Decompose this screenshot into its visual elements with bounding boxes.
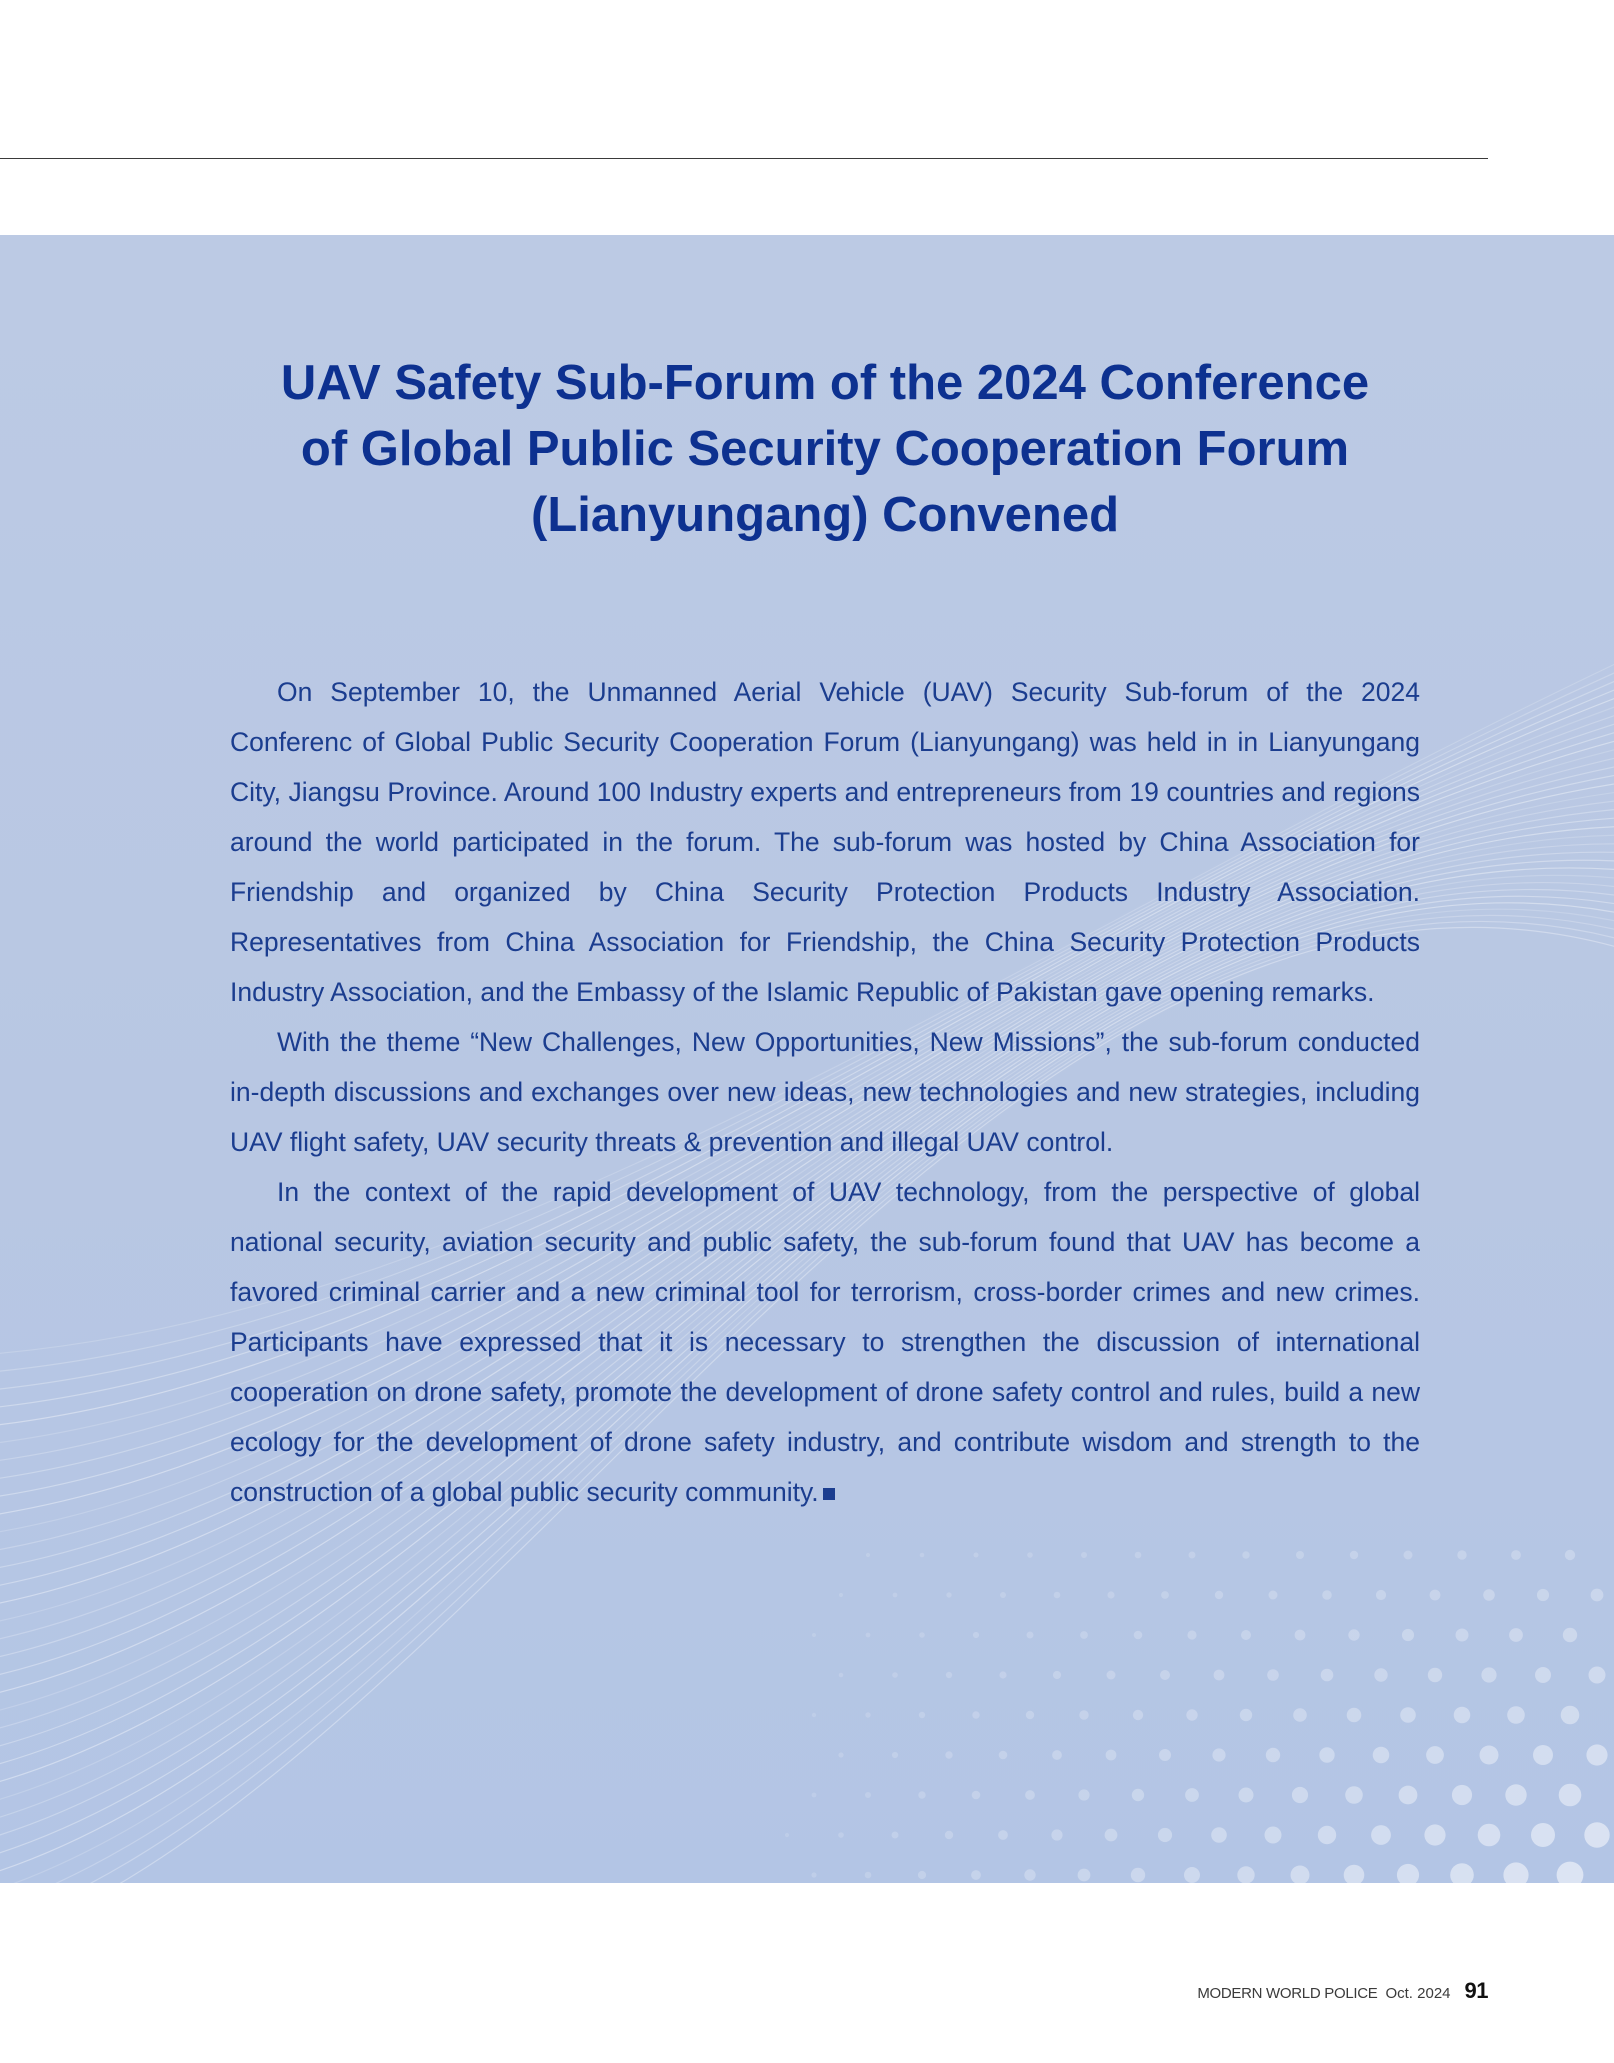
halftone-dot (1586, 1744, 1607, 1765)
halftone-dot (892, 1672, 898, 1678)
paragraph-1 (230, 667, 1420, 1017)
halftone-dot (1239, 1788, 1254, 1803)
paragraph-2-text: With the theme “New Challenges, New Opportunities, New Missions”, the sub-forum conducted in-depth discussions and exchanges over new ideas, new technologies and new strategies, including UAV flight safety, UAV security threats & prevention and illegal UAV control. (230, 1027, 1420, 1157)
halftone-dot (1402, 1629, 1414, 1641)
halftone-dot (1158, 1828, 1172, 1842)
halftone-dot (971, 1870, 981, 1880)
halftone-dot (1563, 1628, 1577, 1642)
halftone-dot (866, 1553, 870, 1557)
halftone-dot (1483, 1589, 1495, 1601)
halftone-dot (865, 1712, 870, 1717)
halftone-dot (973, 1632, 979, 1638)
halftone-dot (1241, 1630, 1251, 1640)
halftone-dot (1589, 1667, 1606, 1684)
halftone-dot (785, 1833, 789, 1837)
halftone-dot (1565, 1550, 1575, 1560)
halftone-dot (1428, 1668, 1442, 1682)
halftone-dot (1295, 1630, 1306, 1641)
title-line-1: UAV Safety Sub-Forum of the 2024 Conference (280, 356, 1370, 410)
halftone-dot (1344, 1865, 1365, 1883)
halftone-dot (946, 1672, 952, 1678)
halftone-dot (1133, 1710, 1143, 1720)
halftone-dot (1373, 1747, 1390, 1764)
article-panel (0, 235, 1614, 1883)
paragraph-1-text: On September 10, the Unmanned Aerial Vehicle (UAV) Security Sub-forum of the 2024 Conferenc of Global Public Security Cooperation Forum (Lianyungang) was held in in Lianyungang City, Jiangsu Province. Around 100 Industry experts and entrepreneurs from 19 countries and regions around the world participated in the forum. The sub-forum was hosted by China Association for Friendship and organized by China Security Protection Products Industry Association. Representatives from China Association for Friendship, the China Security Protection Products Industry Association, and the Embassy of the Islamic Republic of Pakistan gave opening remarks. (230, 677, 1420, 1007)
halftone-dot (1211, 1827, 1227, 1843)
halftone-dot (1214, 1670, 1225, 1681)
paragraph-3-text: In the context of the rapid development of UAV technology, from the perspective of global national security, aviation security and public safety, the sub-forum found that UAV has become a favored criminal carrier and a new criminal tool for terrorism, cross-border crimes and new crimes. Participants have expressed that it is necessary to strengthen the discussion of international cooperation on drone safety, promote the development of drone safety control and rules, build a new ecology for the development of drone safety industry, and contribute wisdom and strength to the construction of a global public security community. (230, 1177, 1420, 1507)
page-footer (1197, 1978, 1488, 2004)
halftone-dot (1027, 1632, 1034, 1639)
halftone-dot (1078, 1789, 1089, 1800)
halftone-dot (1318, 1826, 1336, 1844)
title-line-2: of Global Public Security Cooperation Forum (300, 422, 1350, 476)
halftone-dot (1051, 1829, 1062, 1840)
halftone-dot (1591, 1589, 1604, 1602)
halftone-dot (1321, 1669, 1334, 1682)
halftone-dot (1080, 1631, 1088, 1639)
halftone-dot (1186, 1709, 1197, 1720)
halftone-dot (893, 1593, 898, 1598)
halftone-dot (812, 1793, 817, 1798)
article-title (200, 350, 1450, 548)
halftone-dot (1265, 1827, 1282, 1844)
end-of-article-square-icon (823, 1488, 835, 1500)
title-line-3: (Lianyungang) Convened (531, 488, 1119, 542)
halftone-dot (1450, 1863, 1474, 1883)
header-rule (0, 158, 1488, 159)
halftone-dot (1457, 1550, 1466, 1559)
halftone-dot (1131, 1868, 1145, 1882)
halftone-dot (1135, 1552, 1142, 1559)
halftone-dot (1507, 1706, 1525, 1724)
halftone-dot (1505, 1784, 1526, 1805)
halftone-dot (1161, 1591, 1169, 1599)
halftone-dot (811, 1872, 816, 1877)
halftone-dot (1212, 1748, 1225, 1761)
halftone-dot (892, 1832, 899, 1839)
halftone-dot (1184, 1867, 1200, 1883)
page-number: 91 (1464, 1978, 1488, 2003)
halftone-dot (838, 1832, 844, 1838)
halftone-dot (1430, 1590, 1441, 1601)
halftone-dot (998, 1830, 1008, 1840)
halftone-dot (1350, 1551, 1358, 1559)
halftone-dot (1348, 1629, 1359, 1640)
halftone-dot (865, 1792, 871, 1798)
halftone-dot (1107, 1671, 1116, 1680)
halftone-dot (839, 1673, 844, 1678)
halftone-dot (1159, 1749, 1171, 1761)
halftone-dot (1081, 1552, 1087, 1558)
halftone-dot (1079, 1710, 1088, 1719)
halftone-dot (1397, 1864, 1419, 1883)
halftone-dot (866, 1633, 871, 1638)
halftone-dot (1053, 1671, 1061, 1679)
halftone-dot (1535, 1667, 1551, 1683)
halftone-dot (1054, 1592, 1061, 1599)
halftone-dot (839, 1593, 843, 1597)
halftone-dot (1160, 1670, 1170, 1680)
halftone-dot (1561, 1706, 1580, 1725)
halftone-dot (1134, 1631, 1143, 1640)
halftone-dot (1240, 1709, 1252, 1721)
halftone-dot (920, 1553, 925, 1558)
halftone-dot (1027, 1552, 1033, 1558)
halftone-dot (1237, 1866, 1254, 1883)
paragraph-3 (230, 1167, 1420, 1517)
halftone-dot (919, 1712, 925, 1718)
halftone-dot (1024, 1869, 1035, 1880)
halftone-dot (1509, 1628, 1523, 1642)
halftone-dot (1559, 1784, 1582, 1807)
issue-date: Oct. 2024 (1385, 1985, 1451, 2002)
halftone-dot (946, 1592, 951, 1597)
halftone-dot (1400, 1707, 1416, 1723)
halftone-dot (1242, 1551, 1249, 1558)
halftone-dot (999, 1671, 1006, 1678)
halftone-dot (1511, 1550, 1521, 1560)
halftone-dot (1269, 1591, 1278, 1600)
halftone-dot (1426, 1746, 1444, 1764)
halftone-dot (812, 1713, 816, 1717)
halftone-dot (1132, 1789, 1144, 1801)
halftone-dot (972, 1711, 979, 1718)
halftone-dot (1107, 1591, 1114, 1598)
halftone-dot (1105, 1829, 1118, 1842)
halftone-dot (1480, 1746, 1499, 1765)
halftone-dot (999, 1751, 1008, 1760)
halftone-dot (1452, 1785, 1472, 1805)
halftone-dot (1215, 1591, 1223, 1599)
publication-name: MODERN WORLD POLICE (1197, 1985, 1378, 2002)
halftone-dot (1189, 1552, 1196, 1559)
halftone-dot (1399, 1786, 1418, 1805)
halftone-dot (972, 1791, 981, 1800)
halftone-dot (1026, 1711, 1034, 1719)
halftone-dot (1106, 1750, 1117, 1761)
halftone-dot (1345, 1786, 1363, 1804)
halftone-dot (1292, 1787, 1308, 1803)
halftone-dot (838, 1752, 843, 1757)
halftone-dot (1374, 1668, 1387, 1681)
halftone-dot (1025, 1790, 1035, 1800)
halftone-dot (892, 1752, 898, 1758)
halftone-dot (1376, 1590, 1386, 1600)
halftone-dot (1319, 1747, 1334, 1762)
halftone-dot (1503, 1862, 1528, 1883)
halftone-dot (1296, 1551, 1304, 1559)
article-body (230, 667, 1420, 1517)
halftone-dot (1291, 1866, 1310, 1884)
halftone-dot (1185, 1788, 1199, 1802)
halftone-dot (1478, 1824, 1501, 1847)
halftone-dot (1322, 1590, 1332, 1600)
halftone-dot (1537, 1589, 1549, 1601)
halftone-dot (1424, 1824, 1445, 1845)
halftone-dot (974, 1553, 979, 1558)
halftone-dot (812, 1633, 816, 1637)
halftone-dot (1266, 1748, 1280, 1762)
halftone-dot (1052, 1750, 1062, 1760)
halftone-dot (1404, 1551, 1413, 1560)
halftone-dot (1456, 1629, 1469, 1642)
halftone-dot (1347, 1708, 1362, 1723)
halftone-dot (918, 1871, 926, 1879)
halftone-dot (1371, 1825, 1391, 1845)
halftone-dot (918, 1791, 925, 1798)
halftone-dot (1557, 1862, 1584, 1883)
halftone-dot (1000, 1592, 1006, 1598)
halftone-dot (945, 1831, 953, 1839)
paragraph-2 (230, 1017, 1420, 1167)
halftone-dot (1293, 1708, 1307, 1722)
halftone-dot (1533, 1745, 1553, 1765)
halftone-dot (1078, 1869, 1091, 1882)
halftone-dot (919, 1632, 925, 1638)
halftone-dot (1531, 1823, 1555, 1847)
halftone-dot (865, 1872, 872, 1879)
halftone-dot (1454, 1707, 1471, 1724)
halftone-dot (1584, 1822, 1609, 1847)
halftone-dot (945, 1751, 952, 1758)
halftone-dot (1481, 1667, 1496, 1682)
halftone-dot (1187, 1630, 1196, 1639)
halftone-dot (1267, 1669, 1279, 1681)
